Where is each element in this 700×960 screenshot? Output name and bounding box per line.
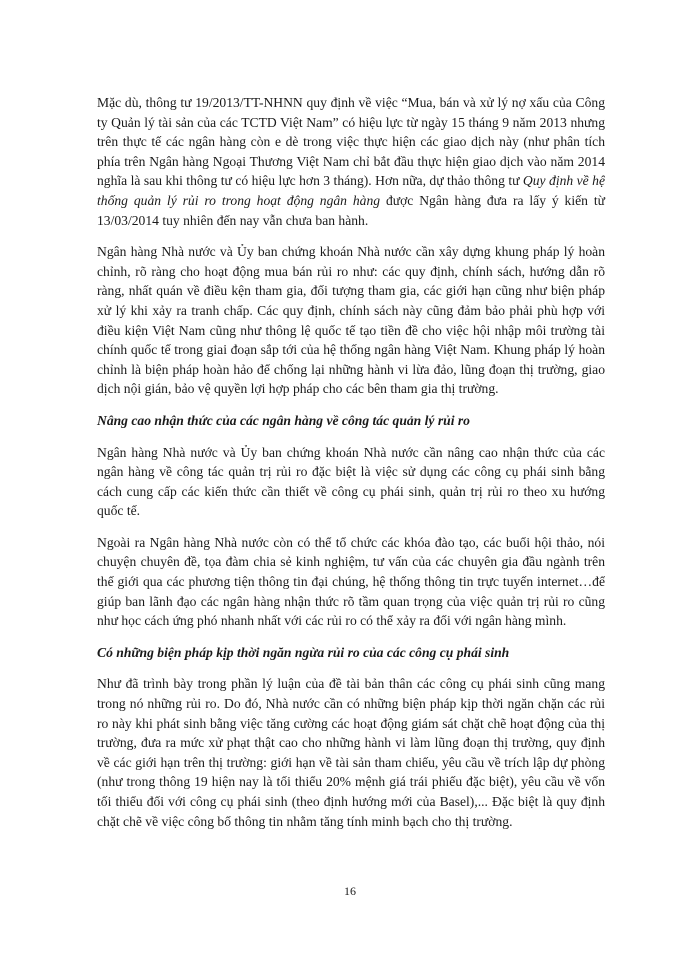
paragraph-4: Ngoài ra Ngân hàng Nhà nước còn có thể tổ chức các khóa đào tạo, các buổi hội thảo, nói chuyện chuyên đề, tọa đàm chia sẻ kinh nghiệm, tư vấn của các chuyên gia đầu ngành trên thế giới qua các phương tiện thông tin đại chúng, hệ thống thông tin trực tuyến internet…để giúp ban lãnh đạo các ngân hàng nhận thức rõ tầm quan trọng của việc quản trị rủi ro cũng như học cách ứng phó nhanh nhất với các rủi ro có thể xảy ra đối với ngân hàng mình. [97,534,605,629]
paragraph-2: Ngân hàng Nhà nước và Ủy ban chứng khoán Nhà nước cần xây dựng khung pháp lý hoàn chỉnh, rõ ràng cho hoạt động mua bán rủi ro như: các quy định, chính sách, hướng dẫn rõ ràng, nhất quán về điều kện tham gia, đối tượng tham gia, các giới hạn cũng như biện pháp xử lý khi xảy ra tranh chấp. Các quy định, chính sách này cũng đảm bảo phải phù hợp với điều kiện Việt Nam cũng như thông lệ quốc tế tạo tiền đề cho việc hội nhập môi trường tài chính quốc tế trong giai đoạn sắp tới của hệ thống ngân hàng Việt Nam. Khung pháp lý hoàn chỉnh là biện pháp hoàn hảo để chống lại những hành vi lừa đảo, lũng đoạn thị trường, giao dịch nội gián, bảo vệ quyền lợi hợp pháp cho các bên tham gia thị trường. [97,244,605,397]
paragraph-1-text-a: Mặc dù, thông tư 19/2013/TT-NHNN quy định về việc “Mua, bán và xử lý nợ xấu của Công ty Quản lý tài sản của các TCTD Việt Nam” có hiệu lực từ ngày 15 tháng 9 năm 2013 nhưng trên thực tế các ngân hàng còn e dè trong việc thực hiện các giao dịch này (như phân tích phía trên Ngân hàng Ngoại Thương Việt Nam chỉ bắt đầu thực hiện giao dịch vào năm 2014 nghĩa là sau khi thông tư có hiệu lực hơn 3 tháng). Hơn nữa, dự thảo thông tư [97,95,605,189]
paragraph-3: Ngân hàng Nhà nước và Ủy ban chứng khoán Nhà nước cần nâng cao nhận thức của các ngân hàng về công tác quản trị rủi ro đặc biệt là việc sử dụng các công cụ phái sinh bằng cách cung cấp các kiến thức cần thiết về công cụ phái sinh, quản trị rủi ro theo xu hướng quốc tế. [97,444,605,519]
page-number: 16 [344,884,356,898]
section-heading-1: Nâng cao nhận thức của các ngân hàng về công tác quản lý rủi ro [97,412,470,428]
paragraph-1 [97,93,605,230]
paragraph-1-text-b: được Ngân hàng đưa ra lấy ý kiến từ 13/03/2014 tuy nhiên đến nay vẫn chưa ban hành. [97,192,605,228]
section-heading-2: Có những biện pháp kịp thời ngăn ngừa rủi ro của các công cụ phái sinh [97,644,510,660]
document-body [97,93,605,843]
paragraph-5: Như đã trình bày trong phần lý luận của đề tài bản thân các công cụ phái sinh cũng mang trong nó những rủi ro. Do đó, Nhà nước cần có những biện pháp kịp thời ngăn chặn các rủi ro này khi phát sinh bằng việc tăng cường các hoạt động giám sát chặt chẽ hoạt động của thị trường, đưa ra mức xử phạt thật cao cho những hành vi làm lũng đoạn thị trường, quy định về các giới hạn trên thị trường: giới hạn về tài sản tham chiếu, yêu cầu về trích lập dự phòng (như trong thông 19 hiện nay là tối thiểu 20% mệnh giá trái phiếu đặc biệt), yêu cầu về vốn tối thiểu đối với công cụ phái sinh (theo định hướng mới của Basel),... Đặc biệt là quy định chặt chẽ về việc công bố thông tin nhằm tăng tính minh bạch cho thị trường. [97,676,605,829]
paragraph-1-italic-title: Quy định về hệ thống quản lý rủi ro trong hoạt động ngân hàng [97,173,605,208]
